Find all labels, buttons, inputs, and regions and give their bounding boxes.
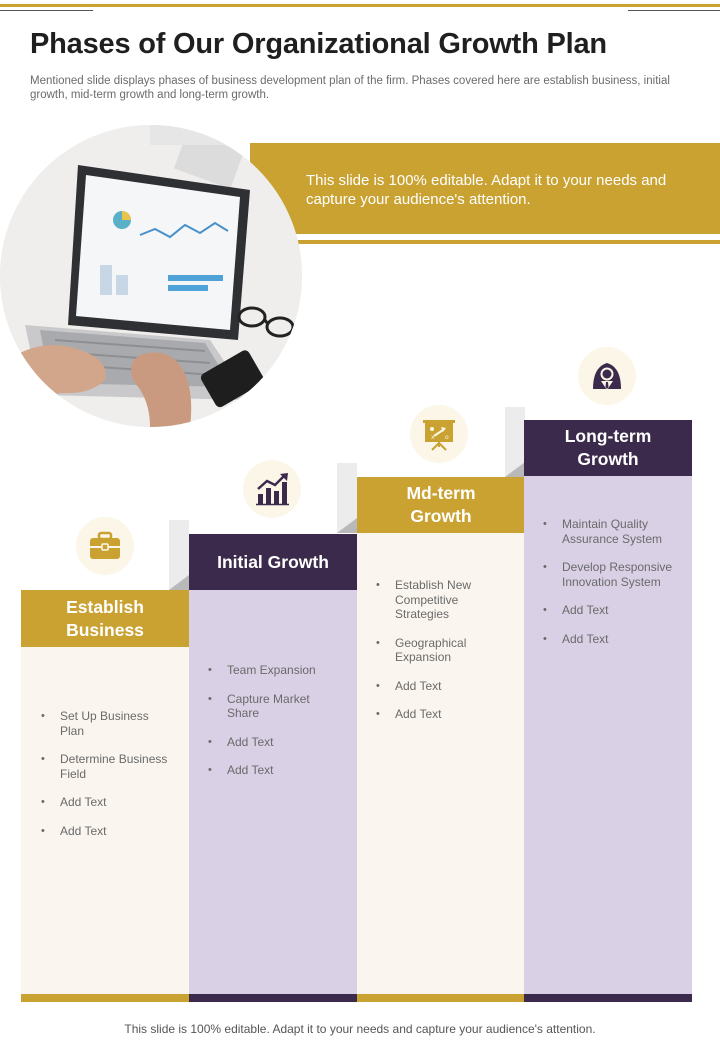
growth-chart-icon	[243, 460, 301, 518]
list-item: • Team Expansion	[208, 663, 338, 678]
phase-footer-bar-1	[21, 994, 189, 1002]
svg-text:x: x	[431, 434, 435, 441]
list-item: • Determine Business Field	[41, 752, 171, 781]
step-fold-shadow-1	[169, 575, 189, 590]
phase-body-initial-growth	[189, 590, 357, 994]
list-item: • Add Text	[543, 603, 673, 618]
page-title: Phases of Our Organizational Growth Plan	[30, 28, 607, 60]
phase-items-long-term-growth	[543, 517, 673, 660]
footer-note: This slide is 100% editable. Adapt it to your needs and capture your audience's attention.	[124, 1022, 596, 1036]
phase-items-mid-term-growth	[376, 578, 506, 736]
laptop-photo	[0, 125, 302, 427]
top-divider-left	[0, 10, 93, 11]
list-item: • Maintain Quality Assurance System	[543, 517, 673, 546]
phase-header-initial-growth	[189, 534, 357, 590]
list-item: • Add Text	[376, 707, 506, 722]
list-item: • Add Text	[208, 763, 338, 778]
briefcase-icon	[76, 517, 134, 575]
phase-header-long-term-growth	[524, 420, 692, 476]
step-fold-shadow-3	[505, 462, 525, 477]
presentation-board-icon	[410, 405, 468, 463]
banner-text: This slide is 100% editable. Adapt it to your needs and capture your audience's attention.	[306, 172, 667, 208]
list-item: • Add Text	[376, 679, 506, 694]
list-item: • Set Up Business Plan	[41, 709, 171, 738]
phase-footer-bar-4	[524, 994, 692, 1002]
phase-header-mid-term-growth	[357, 477, 525, 533]
list-item: • Add Text	[41, 824, 171, 839]
list-item: • Add Text	[41, 795, 171, 810]
svg-text:o: o	[445, 434, 449, 441]
list-item: • Capture Market Share	[208, 692, 338, 721]
list-item: • Develop Responsive Innovation System	[543, 560, 673, 589]
list-item: • Add Text	[543, 632, 673, 647]
businessman-icon	[578, 347, 636, 405]
phase-title: Long-term Growth	[564, 426, 652, 469]
phase-footer-bar-3	[357, 994, 525, 1002]
phase-title: Initial Growth	[217, 551, 329, 572]
top-divider-right	[628, 10, 720, 11]
top-accent-line	[0, 4, 720, 7]
phase-header-establish-business	[21, 590, 189, 647]
step-fold-shadow-2	[337, 518, 357, 533]
phase-title: Establish Business	[66, 596, 144, 640]
list-item: • Geographical Expansion	[376, 636, 506, 665]
banner-underline	[250, 240, 720, 244]
phase-title: Md-term Growth	[406, 483, 476, 526]
phase-footer-bar-2	[189, 994, 357, 1002]
page-subtitle: Mentioned slide displays phases of business development plan of the firm. Phases covered here are establish business, initial growth, mid-term growth and long-term growth.	[30, 75, 670, 101]
list-item: • Add Text	[208, 735, 338, 750]
list-item: • Establish New Competitive Strategies	[376, 578, 506, 622]
phase-items-initial-growth	[208, 663, 338, 792]
phase-items-establish-business	[41, 709, 171, 852]
